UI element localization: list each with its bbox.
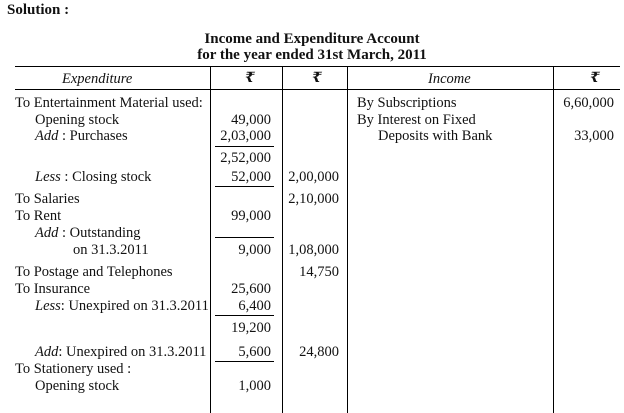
ins-add-word: Add [35,344,59,360]
subscriptions-label: By Subscriptions [357,95,457,111]
ins-less-rest: : Unexpired on 31.3.2011 [60,298,209,314]
ent-subtotal-amount: 2,52,000 [220,150,271,166]
column-divider-4 [553,66,554,413]
header-expenditure: Expenditure [62,71,133,87]
insurance-amount: 25,600 [231,281,271,297]
ent-opening-amount: 49,000 [231,112,271,128]
account-title: Income and Expenditure Account [204,31,420,47]
rent-outstanding-amount: 9,000 [238,242,271,258]
ins-subtotal-rule [215,315,274,316]
column-divider-2 [282,66,283,413]
header-income: Income [428,71,471,87]
ent-less-rest: : Closing stock [60,169,152,185]
table-top-border [15,66,620,67]
ent-add-word: Add [35,128,59,144]
rent-rule [215,237,274,238]
ins-unexpired-less-amount: 6,400 [238,298,271,314]
header-rupee-2: ₹ [312,71,322,86]
header-rupee-1: ₹ [245,71,255,86]
ent-purchases-label [35,128,128,144]
ins-less-word: Less [35,298,61,314]
rent-amount: 99,000 [231,208,271,224]
interest-amount: 33,000 [574,128,614,144]
ins-unexpired-add-label [35,344,206,360]
rent-date-label: on 31.3.2011 [73,242,149,258]
stationery-label: To Stationery used : [15,361,132,377]
ent-total-amount: 2,00,000 [288,169,339,185]
ins-unexpired-less-label [35,298,209,314]
postage-label: To Postage and Telephones [15,264,173,280]
ent-closing-rule [215,186,274,187]
insurance-label: To Insurance [15,281,91,297]
ins-add-rule [215,361,274,362]
rent-label: To Rent [15,208,62,224]
insurance-total-amount: 24,800 [299,344,339,360]
account-subtitle: for the year ended 31st March, 2011 [197,47,427,63]
stationery-opening-label: Opening stock [35,378,120,394]
rent-total-amount: 1,08,000 [288,242,339,258]
salaries-amount: 2,10,000 [288,191,339,207]
ent-closing-amount: 52,000 [231,169,271,185]
ent-less-word: Less [35,169,61,185]
header-bottom-border [15,89,620,90]
ent-purchases-amount: 2,03,000 [220,128,271,144]
rent-add-rest: : Outstanding [58,225,141,241]
ent-subtotal-rule [215,146,274,147]
header-rupee-3: ₹ [590,71,600,86]
interest-label: By Interest on Fixed [357,112,476,128]
stationery-opening-amount: 1,000 [238,378,271,394]
ins-add-rest: : Unexpired on 31.3.2011 [58,344,207,360]
column-divider-3 [347,66,348,413]
subscriptions-amount: 6,60,000 [563,95,614,111]
entertainment-heading: To Entertainment Material used: [15,95,203,111]
interest-label-cont: Deposits with Bank [378,128,493,144]
ins-subtotal-amount: 19,200 [231,320,271,336]
salaries-label: To Salaries [15,191,80,207]
ent-add-rest: : Purchases [58,128,128,144]
rent-add-word: Add [35,225,59,241]
ins-unexpired-add-amount: 5,600 [238,344,271,360]
postage-amount: 14,750 [299,264,339,280]
ent-opening-label: Opening stock [35,112,120,128]
rent-outstanding-label [35,225,141,241]
solution-label: Solution : [7,2,70,18]
ent-closing-label [35,169,151,185]
